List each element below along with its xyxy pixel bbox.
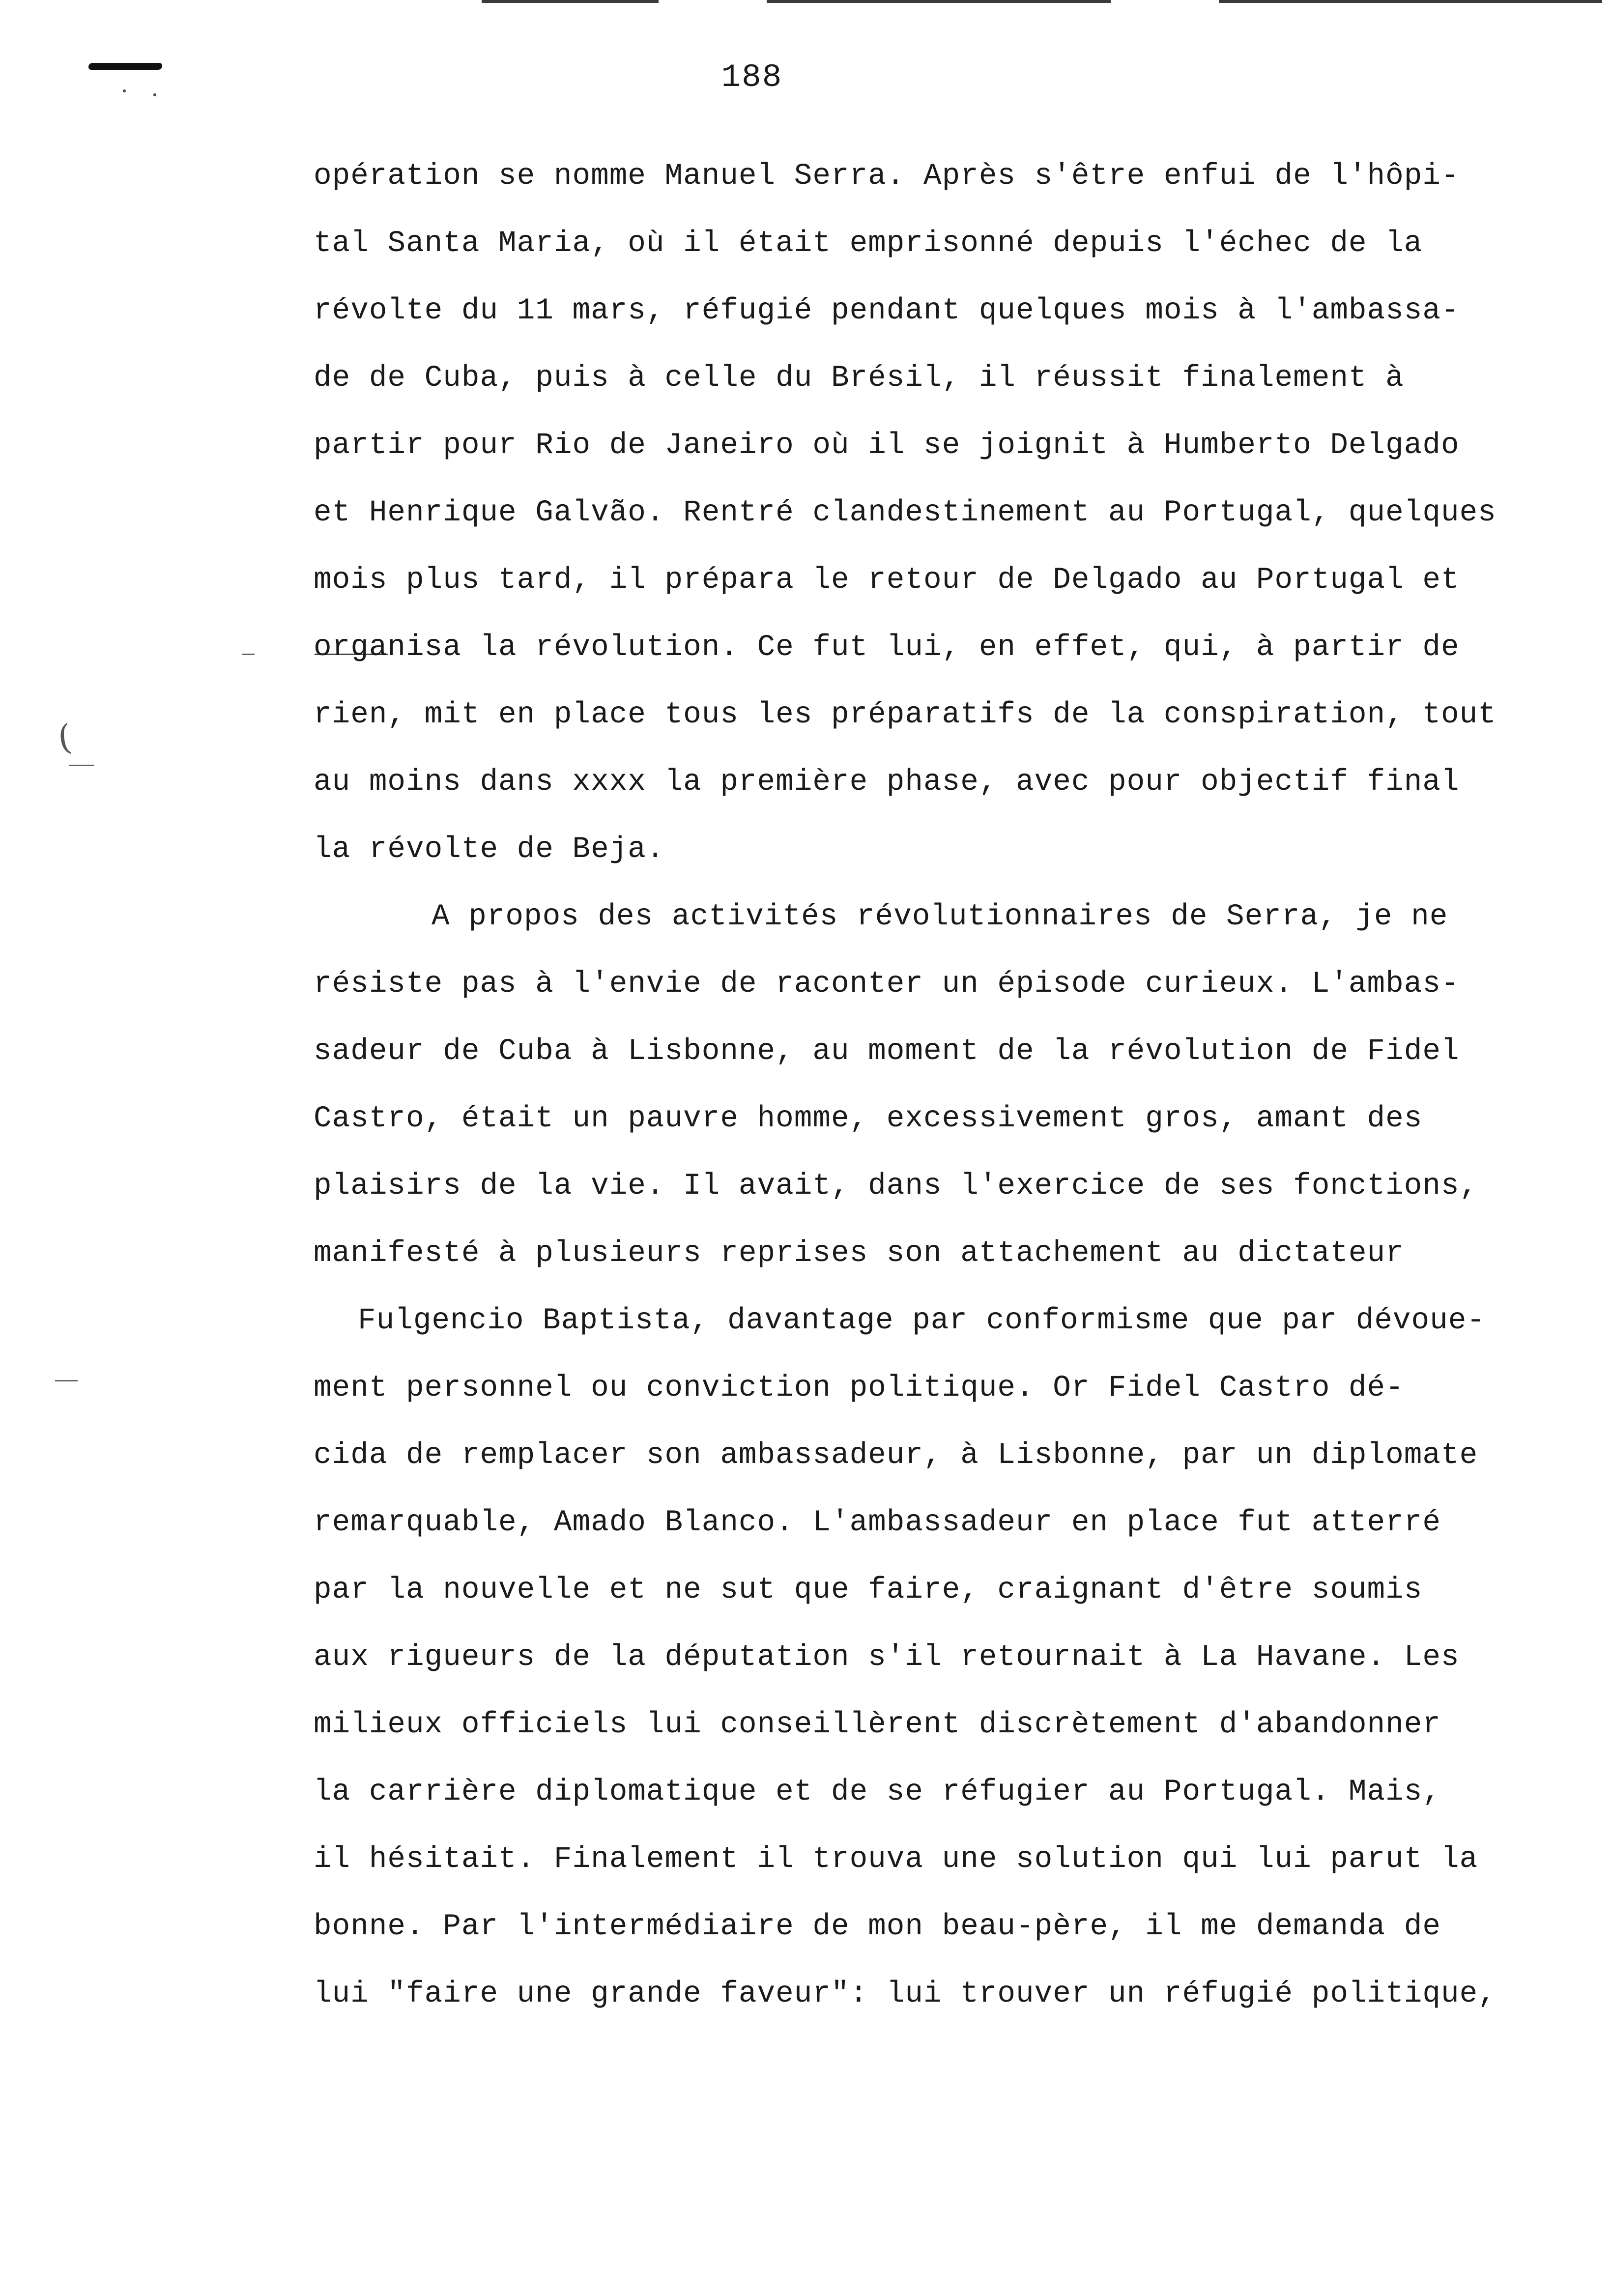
margin-tick-mark — [242, 654, 255, 655]
text-line: et Henrique Galvão. Rentré clandestinement au Portugal, quelques — [314, 496, 1497, 530]
scan-edge-line — [482, 0, 659, 3]
text-line: sadeur de Cuba à Lisbonne, au moment de la révolution de Fidel — [314, 1034, 1460, 1068]
text-line: bonne. Par l'intermédiaire de mon beau-père, il me demanda de — [314, 1910, 1441, 1944]
page-number: 188 — [721, 59, 783, 96]
text-line: révolte du 11 mars, réfugié pendant quelques mois à l'ambassa- — [314, 294, 1460, 328]
text-line: tal Santa Maria, où il était emprisonné depuis l'échec de la — [314, 227, 1423, 260]
text-line: cida de remplacer son ambassadeur, à Lisbonne, par un diplomate — [314, 1438, 1478, 1472]
scan-edge-line — [767, 0, 1111, 3]
text-line: mois plus tard, il prépara le retour de Delgado au Portugal et — [314, 563, 1460, 597]
text-line: la carrière diplomatique et de se réfugier au Portugal. Mais, — [314, 1775, 1441, 1809]
text-line: Fulgencio Baptista, davantage par conformisme que par dévoue- — [358, 1304, 1485, 1338]
text-line: la révolte de Beja. — [314, 832, 665, 866]
ink-smudge-mark — [88, 63, 163, 70]
text-line: plaisirs de la vie. Il avait, dans l'exercice de ses fonctions, — [314, 1169, 1478, 1203]
text-line: Castro, était un pauvre homme, excessivement gros, amant des — [314, 1102, 1423, 1136]
margin-tick-mark — [55, 1380, 78, 1381]
text-line: au moins dans xxxx la première phase, avec pour objectif final — [314, 765, 1460, 799]
ink-dot — [123, 89, 126, 92]
ink-dot — [153, 93, 156, 96]
margin-tick-mark — [69, 765, 94, 766]
text-line: opération se nomme Manuel Serra. Après s'être enfui de l'hôpi- — [314, 159, 1460, 193]
text-line: rien, mit en place tous les préparatifs de la conspiration, tout — [314, 698, 1497, 732]
paragraph — [314, 883, 1611, 2028]
margin-pencil-mark: ( — [55, 717, 74, 759]
scan-edge-line — [1219, 0, 1602, 3]
text-line: résiste pas à l'envie de raconter un épisode curieux. L'ambas- — [314, 967, 1460, 1001]
text-line: organisa la révolution. Ce fut lui, en effet, qui, à partir de — [314, 631, 1460, 664]
text-line: A propos des activités révolutionnaires de Serra, je ne — [432, 900, 1448, 934]
body-text — [314, 143, 1611, 2028]
text-line: partir pour Rio de Janeiro où il se joignit à Humberto Delgado — [314, 429, 1460, 462]
text-line: lui "faire une grande faveur": lui trouver un réfugié politique, — [314, 1977, 1497, 2011]
text-line: ment personnel ou conviction politique. Or Fidel Castro dé- — [314, 1371, 1404, 1405]
paragraph — [314, 143, 1611, 883]
text-line: remarquable, Amado Blanco. L'ambassadeur en place fut atterré — [314, 1506, 1441, 1540]
text-line: milieux officiels lui conseillèrent discrètement d'abandonner — [314, 1708, 1441, 1742]
text-line: manifesté à plusieurs reprises son attachement au dictateur — [314, 1236, 1404, 1270]
text-line: aux rigueurs de la députation s'il retournait à La Havane. Les — [314, 1640, 1460, 1674]
text-line: il hésitait. Finalement il trouva une solution qui lui parut la — [314, 1842, 1478, 1876]
text-line: par la nouvelle et ne sut que faire, craignant d'être soumis — [314, 1573, 1423, 1607]
text-line: de de Cuba, puis à celle du Brésil, il réussit finalement à — [314, 361, 1404, 395]
